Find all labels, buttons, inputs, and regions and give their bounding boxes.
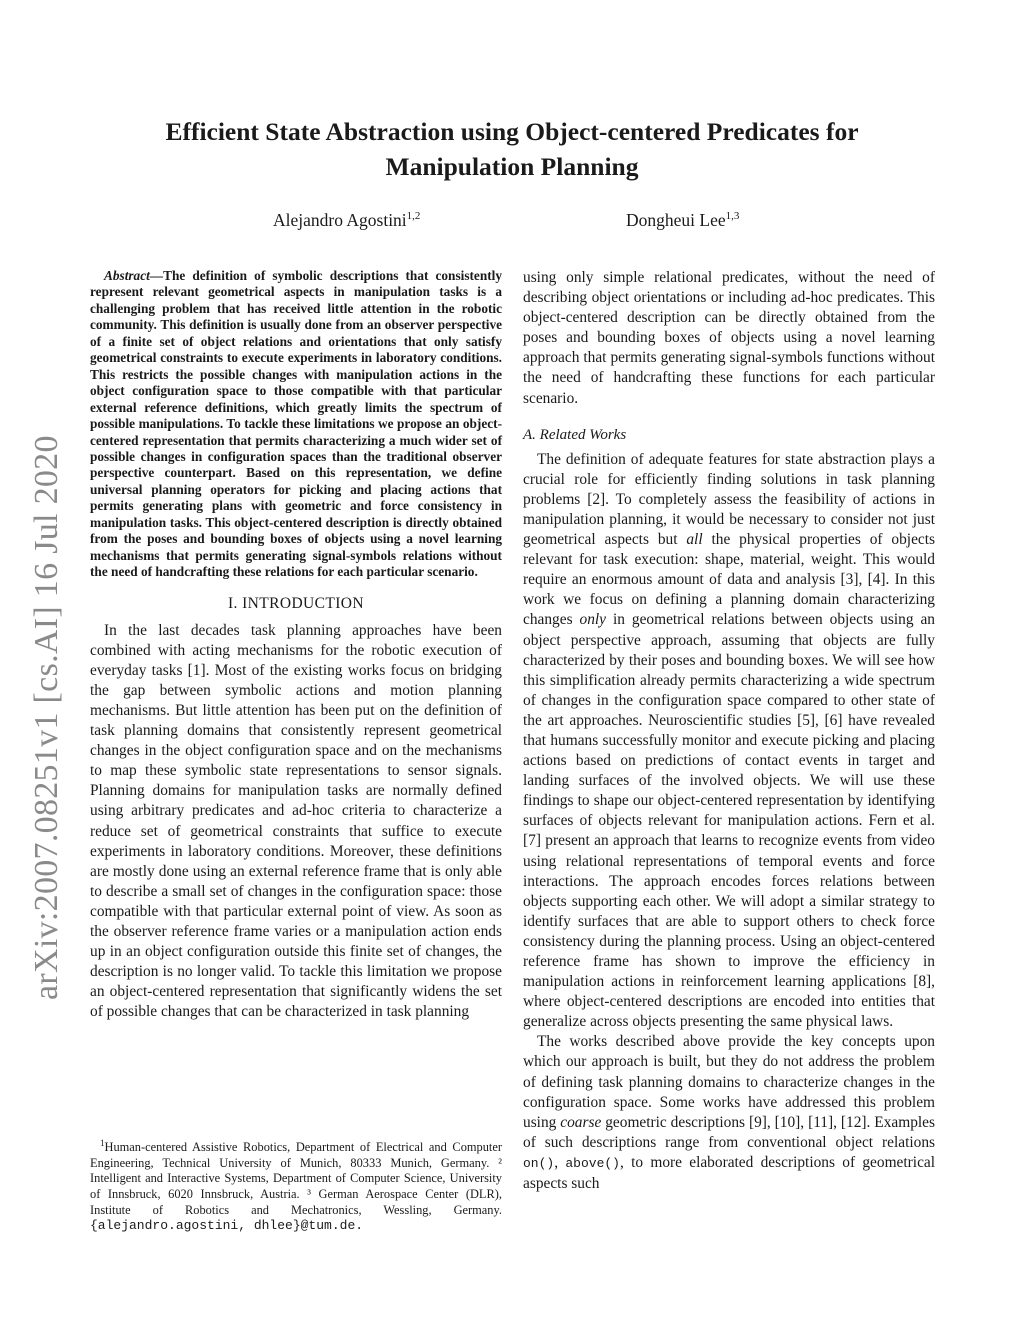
rw-p1-part-a: The definition of adequate features for state abstraction plays a crucial role for efficiently finding solutions in task planning problems [2]. To completely assess the feasibility of actions in manipulation planning, it would be necessary to consider not just geometrical aspects but bbox=[523, 450, 935, 549]
related-works-paragraph-2 bbox=[523, 1032, 935, 1194]
author-1 bbox=[273, 210, 420, 231]
rw-p2-part-c: , to more elaborated descriptions of geometrical aspects such bbox=[523, 1153, 936, 1193]
author-1-affiliation: 1,2 bbox=[406, 210, 421, 222]
paper-title: Efficient State Abstraction using Object-centered Predicates for Manipulation Planning bbox=[165, 117, 859, 181]
section-heading-introduction: I. INTRODUCTION bbox=[227, 594, 364, 612]
rw-p1-emph-only: only bbox=[579, 611, 607, 629]
rw-p2-code-above: above() bbox=[565, 1155, 620, 1171]
subsection-heading-related-works: A. Related Works bbox=[523, 426, 627, 443]
abstract bbox=[90, 268, 502, 581]
rw-p2-code-on: on() bbox=[523, 1155, 555, 1171]
continuation-paragraph: using only simple relational predicates, without the need of describing object orientations or including ad-hoc predicates. This object-centered description can be directly obtained from the poses and bounding boxes of objects using a novel learning approach that permits generating signal-symbols functions without the need of handcrafting these functions for each particular scenario. bbox=[523, 269, 935, 407]
footnote bbox=[90, 1136, 502, 1234]
right-column bbox=[523, 268, 935, 1194]
author-1-name: Alejandro Agostini bbox=[273, 210, 407, 230]
rw-p2-separator: , bbox=[554, 1153, 566, 1171]
author-2-name: Dongheui Lee bbox=[626, 210, 726, 230]
rw-p1-emph-all: all bbox=[686, 531, 703, 549]
footnote-marker: 1 bbox=[100, 1138, 105, 1148]
abstract-lead: Abstract— bbox=[104, 268, 164, 283]
author-2-affiliation: 1,3 bbox=[725, 210, 740, 222]
rw-p1-part-c: in geometrical relations between objects using an object perspective approach, assuming that objects are fully characterized by their poses and bounding boxes. We will see how this simplification already permits characterizing a wide spectrum of changes in the configuration space compared to other state of the art approaches. Neuroscientific studies [5], [6] have revealed that humans successfully monitor and execute picking and placing actions based on predictions of contact events in target and landing surfaces of the involved objects. We will use these findings to shape our object-centered representation by identifying surfaces of objects relevant for manipulation actions. Fern et al. [7] present an approach that learns to recognize events from video using relational representations of temporal events and force interactions. The approach encodes forces relations between objects supporting each other. We will adopt a similar strategy to identify surfaces that are able to support others to check force consistency during the planning process. Using an object-centered reference frame has shown to improve the efficiency in manipulation actions in reinforcement learning applications [8], where object-centered descriptions are encoded into entities that generalize across objects presenting the same physical laws. bbox=[523, 611, 935, 1031]
intro-paragraph: In the last decades task planning approaches have been combined with acting mechanisms for the robotic execution of everyday tasks [1]. Most of the existing works focus on bridging the gap between symbolic actions and motion planning mechanisms. But little attention has been put on the definition of task planning domains that consistently represent geometrical changes in the object configuration space and on the mechanisms to map these symbolic state representations to sensor signals. Planning domains for manipulation tasks are normally defined using arbitrary predicates and ad-hoc criteria to characterize a reduce set of geometrical constraints that suffice to execute experiments in laboratory conditions. Moreover, these definitions are mostly done using an external reference frame that is only able to describe a small set of changes in the configuration space: those compatible with that particular external point of view. As soon as the observer reference frame varies or a manipulation action ends up in an object configuration outside this finite set of changes, the description is no longer valid. To tackle this limitation we propose an object-centered representation that significantly widens the set of possible changes that can be characterized in task planning bbox=[90, 621, 502, 1021]
related-works-paragraph-1 bbox=[523, 450, 935, 1033]
abstract-text: The definition of symbolic descriptions that consistently represent relevant geometrical aspects in manipulation tasks is a challenging problem that has received little attention in the robotic community. This definition is usually done from an observer perspective of a finite set of object relations and orientations that only satisfy geometrical constraints to execute experiments in laboratory conditions. This restricts the possible changes with manipulation actions in the object configuration space to those compatible with that particular external reference definitions, which greatly limits the spectrum of possible manipulations. To tackle these limitations we propose an object-centered representation that permits characterizing a much wider set of possible changes in configuration spaces than the traditional observer perspective counterpart. Based on this representation, we define universal planning operators for picking and placing actions that permits generating plans with geometric and force consistency in manipulation tasks. This object-centered description is directly obtained from the poses and bounding boxes of objects using a novel learning mechanisms that permits generating signal-symbols relations without the need of handcrafting these relations for each particular scenario. bbox=[90, 268, 502, 580]
left-column bbox=[90, 268, 502, 1022]
rw-p2-part-a: The works described above provide the key concepts upon which our approach is built, but they do not address the problem of defining task planning domains to characterize changes in the configuration space. Some works have addressed this problem using bbox=[523, 1033, 935, 1131]
rw-p2-part-b: geometric descriptions [9], [10], [11], [12]. Examples of such descriptions range from conventional object relations bbox=[523, 1113, 935, 1151]
footnote-email: {alejandro.agostini, dhlee}@tum.de. bbox=[90, 1218, 364, 1234]
rw-p1-part-b: the physical properties of objects relevant for task execution: shape, material, weight. This would require an enormous amount of data and analysis [3], [4]. In this work we focus on defining a planning domain characterizing changes bbox=[523, 531, 935, 629]
arxiv-identifier: arXiv:2007.08251v1 [cs.AI] 16 Jul 2020 bbox=[28, 435, 65, 1000]
rw-p2-emph-coarse: coarse bbox=[560, 1113, 602, 1131]
author-2 bbox=[626, 210, 739, 231]
footnote-text: Human-centered Assistive Robotics, Department of Electrical and Computer Engineering, Technical University of Munich, 80333 Munich, Germany. ² Intelligent and Interactive Systems, Department of Computer Science, University of Innsbruck, 6020 Innsbruck, Austria. ³ German Aerospace Center (DLR), Institute of Robotics and Mechatronics, Wessling, Germany. bbox=[90, 1140, 502, 1217]
